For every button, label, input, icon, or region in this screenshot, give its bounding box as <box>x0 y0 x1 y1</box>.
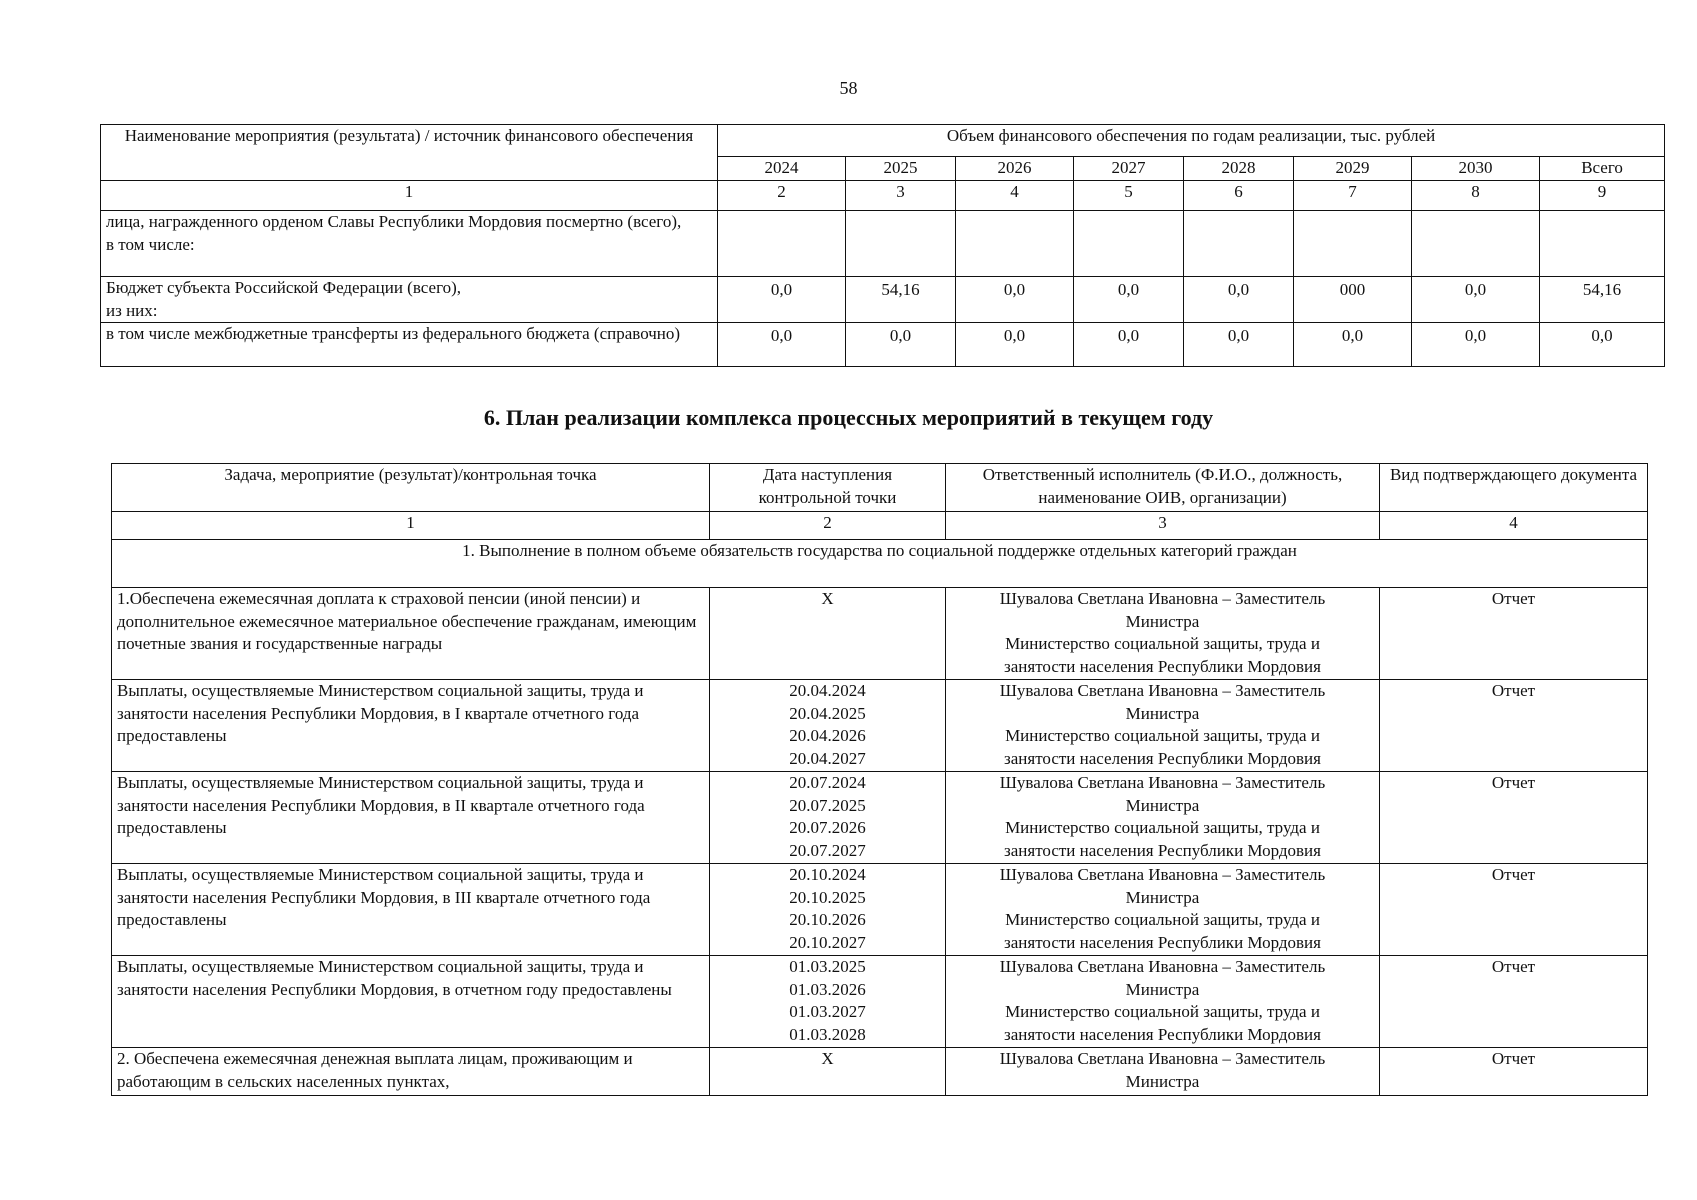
finance-value: 0,0 <box>1184 277 1294 323</box>
finance-value: 0,0 <box>1294 323 1412 367</box>
document-type: Отчет <box>1380 588 1648 680</box>
executor-line: занятости населения Республики Мордовия <box>1004 840 1321 860</box>
control-date: 20.07.2027 <box>789 840 866 860</box>
year-header: 2026 <box>956 157 1074 181</box>
executor-line: занятости населения Республики Мордовия <box>1004 656 1321 676</box>
finance-value <box>1074 211 1184 277</box>
plan-row <box>112 680 1648 772</box>
executor-line: Шувалова Светлана Ивановна – Заместитель <box>999 681 1326 700</box>
task-text: Выплаты, осуществляемые Министерством социальной защиты, труда и занятости населения Республики Мордовия, в III квартале отчетного года предоставлены <box>112 864 710 956</box>
column-number: 9 <box>1540 181 1665 211</box>
executor-line: Министра <box>1125 611 1200 631</box>
task-text: Выплаты, осуществляемые Министерством социальной защиты, труда и занятости населения Республики Мордовия, в II квартале отчетного года предоставлены <box>112 772 710 864</box>
page-number: 58 <box>839 78 858 98</box>
column-number: 7 <box>1294 181 1412 211</box>
finance-row-name: Бюджет субъекта Российской Федерации (всего), из них: <box>101 277 718 323</box>
column-number: 2 <box>710 512 946 540</box>
control-date: 01.03.2027 <box>789 1002 866 1021</box>
control-date: 20.04.2024 <box>789 681 866 700</box>
document-type: Отчет <box>1380 680 1648 772</box>
responsible-executor <box>946 956 1380 1048</box>
executor-line: Министерство социальной защиты, труда и <box>1005 634 1320 653</box>
document-type: Отчет <box>1380 1048 1648 1096</box>
column-number: 6 <box>1184 181 1294 211</box>
executor-line: Шувалова Светлана Ивановна – Заместитель <box>999 589 1326 608</box>
document-type: Отчет <box>1380 864 1648 956</box>
year-header: 2029 <box>1294 157 1412 181</box>
executor-line: Министра <box>1125 887 1200 907</box>
executor-line: занятости населения Республики Мордовия <box>1004 1024 1321 1044</box>
executor-line: Министерство социальной защиты, труда и <box>1005 818 1320 837</box>
finance-value: 000 <box>1294 277 1412 323</box>
control-dates <box>710 772 946 864</box>
task-text: Выплаты, осуществляемые Министерством социальной защиты, труда и занятости населения Республики Мордовия, в I квартале отчетного года предоставлены <box>112 680 710 772</box>
executor-line: Министра <box>1125 703 1200 723</box>
column-number: 5 <box>1074 181 1184 211</box>
year-header: Всего <box>1540 157 1665 181</box>
control-date: 01.03.2028 <box>789 1024 866 1044</box>
finance-value <box>1184 211 1294 277</box>
control-date: X <box>821 589 834 608</box>
finance-value: 0,0 <box>956 323 1074 367</box>
finance-value: 0,0 <box>1074 277 1184 323</box>
finance-value <box>718 211 846 277</box>
task-text: Выплаты, осуществляемые Министерством социальной защиты, труда и занятости населения Республики Мордовия, в отчетном году предоставлены <box>112 956 710 1048</box>
finance-row <box>101 211 1665 277</box>
finance-value <box>1294 211 1412 277</box>
control-date: 20.04.2027 <box>789 748 866 768</box>
responsible-executor <box>946 864 1380 956</box>
finance-value: 0,0 <box>1540 323 1665 367</box>
control-dates <box>710 680 946 772</box>
column-number: 2 <box>718 181 846 211</box>
plan-header: Дата наступления контрольной точки <box>710 464 946 512</box>
control-date: 20.04.2025 <box>789 703 866 723</box>
plan-header: Вид подтверждающего документа <box>1380 464 1648 512</box>
finance-value: 0,0 <box>846 323 956 367</box>
control-date: 20.07.2026 <box>789 818 866 837</box>
document-type: Отчет <box>1380 956 1648 1048</box>
column-number: 4 <box>1380 512 1648 540</box>
executor-line: Шувалова Светлана Ивановна – Заместитель <box>999 865 1326 884</box>
year-header: 2028 <box>1184 157 1294 181</box>
column-number: 4 <box>956 181 1074 211</box>
year-header: 2027 <box>1074 157 1184 181</box>
finance-value: 0,0 <box>1412 323 1540 367</box>
responsible-executor <box>946 680 1380 772</box>
year-header: 2025 <box>846 157 956 181</box>
task-heading: 1. Выполнение в полном объеме обязательств государства по социальной поддержке отдельных категорий граждан <box>112 540 1648 588</box>
finance-value: 0,0 <box>1074 323 1184 367</box>
plan-header: Задача, мероприятие (результат)/контрольная точка <box>112 464 710 512</box>
task-text: 2. Обеспечена ежемесячная денежная выплата лицам, проживающим и работающим в сельских населенных пунктах, <box>112 1048 710 1096</box>
executor-line: занятости населения Республики Мордовия <box>1004 748 1321 768</box>
finance-name-header: Наименование мероприятия (результата) / источник финансового обеспечения <box>101 125 718 181</box>
finance-value: 0,0 <box>956 277 1074 323</box>
finance-row-name: в том числе межбюджетные трансферты из федерального бюджета (справочно) <box>101 323 718 367</box>
column-number: 3 <box>846 181 956 211</box>
finance-table <box>100 124 1665 367</box>
control-dates <box>710 956 946 1048</box>
finance-value <box>1540 211 1665 277</box>
control-dates <box>710 588 946 680</box>
executor-line: Министра <box>1125 1071 1200 1091</box>
finance-value <box>846 211 956 277</box>
executor-line: Министерство социальной защиты, труда и <box>1005 726 1320 745</box>
finance-value <box>1412 211 1540 277</box>
executor-line: Шувалова Светлана Ивановна – Заместитель <box>999 1049 1326 1068</box>
control-date: X <box>821 1049 834 1068</box>
finance-value: 0,0 <box>718 277 846 323</box>
executor-line: Шувалова Светлана Ивановна – Заместитель <box>999 957 1326 976</box>
section-title: 6. План реализации комплекса процессных мероприятий в текущем году <box>483 405 1214 430</box>
control-date: 01.03.2025 <box>789 957 866 976</box>
control-date: 20.04.2026 <box>789 726 866 745</box>
plan-row <box>112 588 1648 680</box>
executor-line: Министерство социальной защиты, труда и <box>1005 910 1320 929</box>
executor-line: Министра <box>1125 795 1200 815</box>
finance-value: 0,0 <box>1184 323 1294 367</box>
task-text: 1.Обеспечена ежемесячная доплата к страховой пенсии (иной пенсии) и дополнительное ежемесячное материальное обеспечение гражданам, имеющим почетные звания и государственные награды <box>112 588 710 680</box>
executor-line: занятости населения Республики Мордовия <box>1004 932 1321 952</box>
finance-volume-header: Объем финансового обеспечения по годам реализации, тыс. рублей <box>718 125 1665 157</box>
plan-row <box>112 956 1648 1048</box>
executor-line: Шувалова Светлана Ивановна – Заместитель <box>999 773 1326 792</box>
finance-value: 0,0 <box>1412 277 1540 323</box>
executor-line: Министерство социальной защиты, труда и <box>1005 1002 1320 1021</box>
responsible-executor <box>946 772 1380 864</box>
plan-header: Ответственный исполнитель (Ф.И.О., должность, наименование ОИВ, организации) <box>946 464 1380 512</box>
control-date: 20.10.2026 <box>789 910 866 929</box>
control-date: 20.10.2024 <box>789 865 866 884</box>
control-date: 20.07.2025 <box>789 795 866 815</box>
plan-row <box>112 1048 1648 1096</box>
executor-line: Министра <box>1125 979 1200 999</box>
column-number: 8 <box>1412 181 1540 211</box>
control-date: 20.10.2025 <box>789 887 866 907</box>
finance-value: 54,16 <box>1540 277 1665 323</box>
control-date: 20.10.2027 <box>789 932 866 952</box>
responsible-executor <box>946 1048 1380 1096</box>
finance-value: 0,0 <box>718 323 846 367</box>
column-number: 1 <box>101 181 718 211</box>
finance-row <box>101 323 1665 367</box>
plan-table <box>111 463 1648 1096</box>
document-type: Отчет <box>1380 772 1648 864</box>
control-dates <box>710 864 946 956</box>
finance-value: 54,16 <box>846 277 956 323</box>
column-number: 3 <box>946 512 1380 540</box>
control-date: 20.07.2024 <box>789 773 866 792</box>
finance-row <box>101 277 1665 323</box>
year-header: 2030 <box>1412 157 1540 181</box>
plan-row <box>112 864 1648 956</box>
year-header: 2024 <box>718 157 846 181</box>
finance-row-name: лица, награжденного орденом Славы Республики Мордовия посмертно (всего), в том числе: <box>101 211 718 277</box>
control-dates <box>710 1048 946 1096</box>
responsible-executor <box>946 588 1380 680</box>
finance-value <box>956 211 1074 277</box>
control-date: 01.03.2026 <box>789 979 866 999</box>
plan-row <box>112 772 1648 864</box>
column-number: 1 <box>112 512 710 540</box>
